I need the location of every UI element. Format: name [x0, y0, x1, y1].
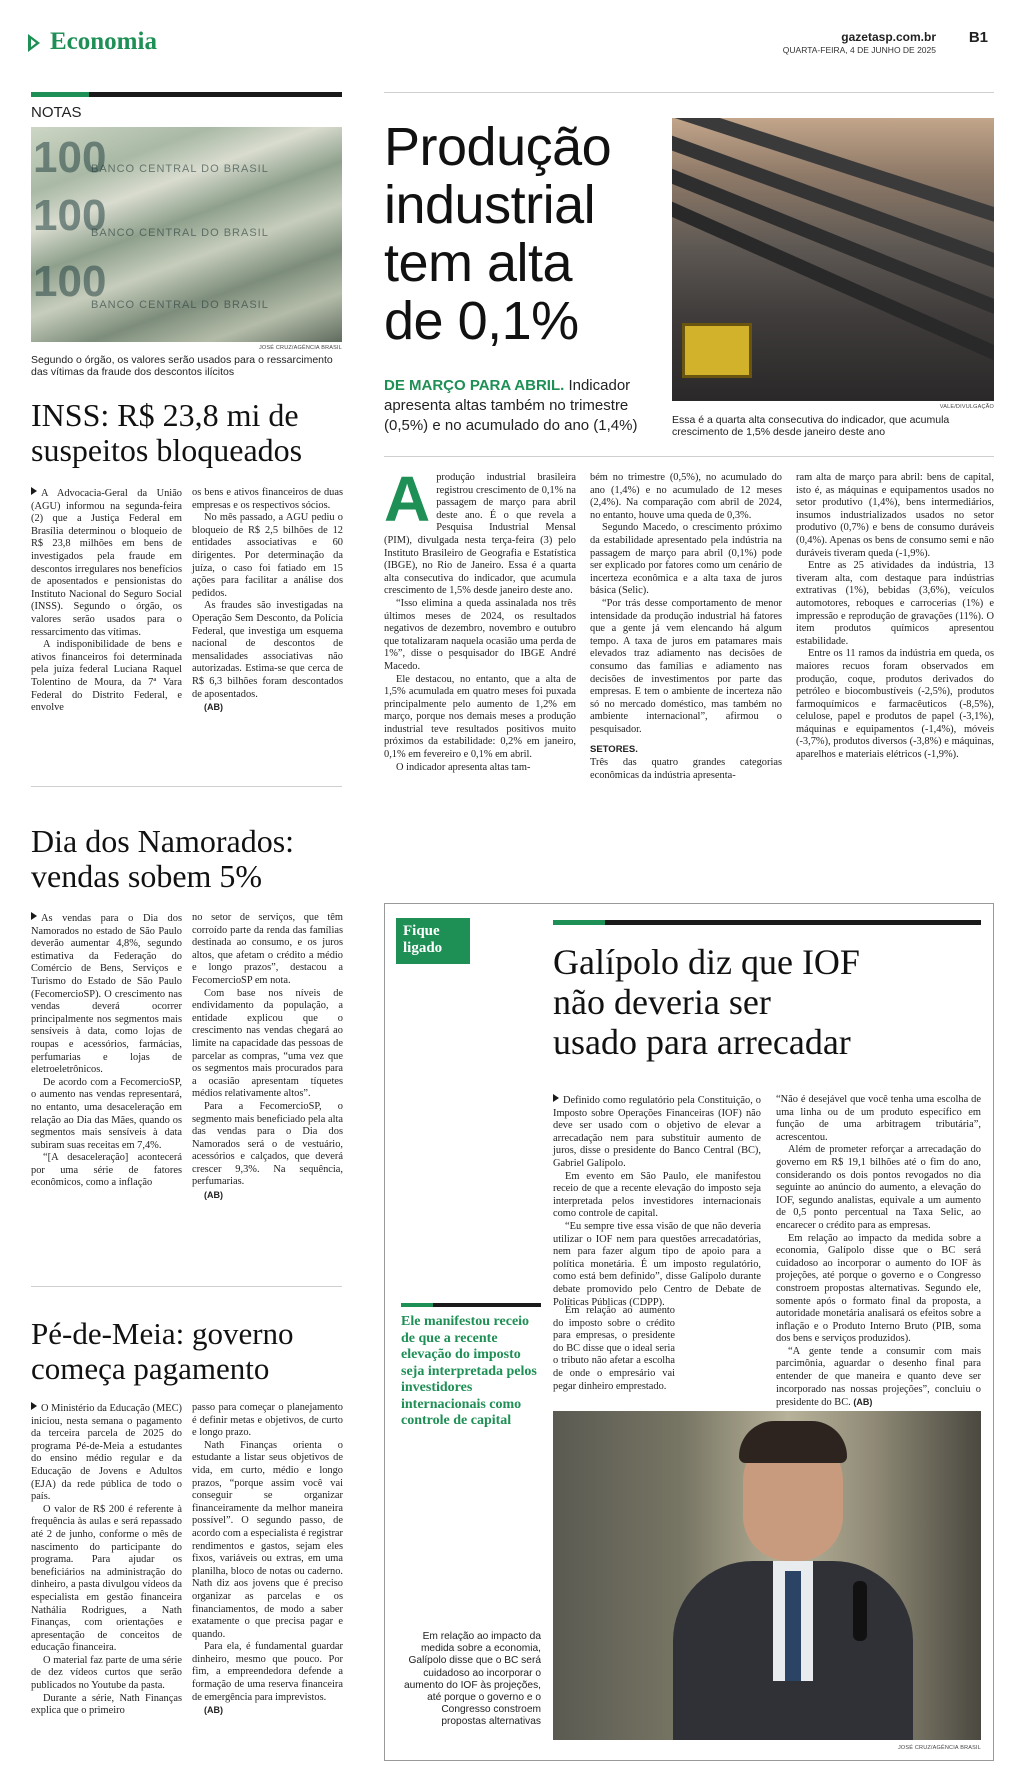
- notas-label: NOTAS: [31, 104, 82, 121]
- pedemeia-col2: passo para começar o planejamento é definir metas e objetivos, de curto e longo prazo. Nath Finanças orienta o estudante a listar seus objetivos de vida, em curto, médio e longo prazos, “porque assim você vai conseguir se organizar financeiramente da melhor maneira possível”. O segundo passo, de acordo com a especialista é registrar rendimentos e gastos, sejam eles fixos, variáveis ou extras, em uma planilha, bloco de notas ou caderno. Nath diz aos jovens que é preciso organizar as parcelas e os financiamentos, de modo a saber exatamente o que precisa pagar e quando. Para ela, é fundamental guardar dinheiro, mesmo que pouco. Por fim, a empreendedora defende a formação de uma reserva financeira de emergência para imprevistos. (AB): [192, 1402, 343, 1716]
- producao-photo-credit: VALE/DIVULGAÇÃO: [939, 404, 994, 410]
- galipolo-headline: Galípolo diz que IOF não deveria ser usado para arrecadar: [553, 942, 860, 1062]
- pedemeia-headline: Pé-de-Meia: governo começa pagamento: [31, 1316, 294, 1386]
- bullet-triangle-icon: [553, 1094, 559, 1102]
- galipolo-photo: [553, 1411, 981, 1740]
- section-header: [28, 30, 988, 64]
- fique-ligado-badge: Fique ligado: [396, 918, 470, 964]
- galipolo-col1: Definido como regulatório pela Constituição, o Imposto sobre Operações Financeiras (IOF) não deve ser usado com o objetivo de elevar a arrecadação nem para substituir aumento de juros, disse o presidente do Banco Central (BC), Gabriel Galípolo. Em evento em São Paulo, ele manifestou receio de que a recente elevação do imposto seja interpretada pelos investidores internacionais como controle de capital. “Eu sempre tive essa visão de que não deveria utilizar o IOF nem para questões arrecadatórias, nem para fazer algum tipo de apoio para a política monetária. É um imposto regulatório, como está bem definido”, disse Galípolo durante debate promovido pelo Centro de Debate de Políticas Públicas (CDPP).: [553, 1095, 761, 1308]
- bullet-triangle-icon: [31, 487, 37, 495]
- producao-kicker: DE MARÇO PARA ABRIL.: [384, 377, 565, 394]
- pullquote-rule-green: [401, 1303, 433, 1307]
- notas-photo-credit: JOSÉ CRUZ/AGÊNCIA BRASIL: [258, 345, 342, 351]
- page-number: B1: [968, 29, 988, 46]
- galipolo-photo-credit: JOSÉ CRUZ/AGÊNCIA BRASIL: [897, 1745, 981, 1751]
- dropcap: A: [384, 463, 431, 535]
- galipolo-col1b: Em relação ao aumento do imposto sobre o crédito para empresas, o presidente do BC disse que o ideal seria o tributo não afetar a escolha de onde o empresário vai pegar dinheiro emprestado.: [553, 1305, 675, 1392]
- mining-train-photo: [672, 118, 994, 401]
- inss-col1: A Advocacia-Geral da União (AGU) informou na segunda-feira (2) que a Justiça Federal em Brasília determinou o bloqueio de R$ 23,8 milhões em bens de investigados pela fraude em descontos irregulares nos benefícios de aposentados e pensionistas do Instituto Nacional do Seguro Social (INSS). Segundo o órgão, os valores serão usados para o ressarcimento das vítimas. A indisponibilidade de bens e ativos financeiros foi determinada pela juíza federal Luciana Raquel Tolentino de Moura, da 7ª Vara Federal do Distrito Federal, e envolve: [31, 488, 182, 714]
- galipolo-rule-green: [553, 920, 605, 925]
- inss-headline: INSS: R$ 23,8 mi de suspeitos bloqueados: [31, 397, 303, 468]
- producao-photo-caption: Essa é a quarta alta consecutiva do indicador, que acumula crescimento de 1,5% desde janeiro deste ano: [672, 414, 950, 439]
- producao-subhead: SETORES.: [590, 744, 638, 756]
- namorados-col2: no setor de serviços, que têm corroído parte da renda das famílias destinada ao consumo, e os juros altos, que afetam o crédito a médio e longo prazos”, destacou a FecomercioSP em nota. Com base nos níveis de endividamento da população, a entidade explicou que o crescimento nas vendas chegará ao limite na capacidade das pessoas de parcelar as compras, “uma vez que os segmentos mais procurados para a ocasião apresentam tíquetes médios relativamente altos”. Para a FecomercioSP, o segmento mais beneficiado pela alta das vendas para o Dia dos Namorados será o de vestuário, acessórios e calçados, que deverá crescer 9,3%. Na sequência, perfumarias. (AB): [192, 912, 343, 1201]
- banknotes-photo: 100 100 100 BANCO CENTRAL DO BRASIL BANCO CENTRAL DO BRASIL BANCO CENTRAL DO BRASIL: [31, 127, 342, 342]
- producao-rule: [384, 92, 994, 93]
- pullquote: Ele manifestou receio de que a recente elevação do imposto seja interpretada pelos investidores internacionais como controle de capital: [401, 1314, 537, 1428]
- edition-date: QUARTA-FEIRA, 4 DE JUNHO DE 2025: [782, 45, 936, 55]
- site-url: gazetasp.com.br: [841, 30, 936, 44]
- galipolo-photo-caption: Em relação ao impacto da medida sobre a economia, Galípolo disse que o BC será cuidadoso ao incorporar o aumento do IOF às projeções, até porque o governo e o Congresso constroem propostas alternativas: [403, 1631, 541, 1728]
- producao-headline: Produção industrial tem alta de 0,1%: [384, 117, 612, 351]
- notas-rule-green: [31, 92, 89, 97]
- pedemeia-col1: O Ministério da Educação (MEC) iniciou, nesta semana o pagamento da terceira parcela de 2025 do programa Pé-de-Meia a estudantes do ensino médio regular e da Educação de Jovens e Adultos (EJA) da rede pública de todo o país. O valor de R$ 200 é referente à frequência às aulas e será repassado até 2 de junho, conforme o mês de nascimento do participante do programa. Para ajudar os beneficiários na administração do dinheiro, a pasta divulgou vídeos da especialista em gestão financeira Nathália Rodrigues, a Nath Finanças, com orientações e apresentação de conceitos de educação financeira. O material faz parte de uma série de dez vídeos curtos que serão publicados no Youtube da pasta. Durante a série, Nath Finanças explica que o primeiro: [31, 1403, 182, 1717]
- galipolo-rule: [553, 920, 981, 925]
- producao-col2: bém no trimestre (0,5%), no acumulado do ano (1,4%) e no acumulado de 12 meses (2,4%). Na comparação com abril de 2024, no entanto, houve uma queda de 0,3%. Segundo Macedo, o crescimento próximo da estabilidade apresentado pela indústria na passagem de março para abril (0,1%) pode ser explicado por fatores como um cenário de incerteza econômica e a alta taxa de juros básica (Selic). “Por trás desse comportamento de menor intensidade da produção industrial há fatores que a gente já vem elencando há algum tempo. A taxa de juros em patamares mais elevados traz adiamento nas decisões de consumo das famílias e adiamento nas decisões de investimentos por parte das empresas. E tem o ambiente de incerteza não só no mercado doméstico, mas também no ambiente internacional”, afirmou o pesquisador. SETORES. Três das quatro grandes categorias econômicas da indústria apresenta-: [590, 472, 782, 781]
- inss-col2: os bens e ativos financeiros de duas empresas e os respectivos sócios. No mês passado, a AGU pediu o bloqueio de R$ 2,5 bilhões de 12 entidades associativas e 60 dirigentes. Por determinação da juíza, o caso foi fatiado em 15 ações para facilitar a análise dos pedidos. As fraudes são investigadas na Operação Sem Desconto, da Polícia Federal, que investiga um esquema nacional de descontos de mensalidades associativas não autorizadas. Estima-se que cerca de R$ 6,3 bilhões foram descontados de aposentados. (AB): [192, 487, 343, 713]
- producao-col1: A produção industrial brasileira registrou crescimento de 0,1% na passagem de março para abril deste ano. É o que revela a Pesquisa Industrial Mensal (PIM), divulgada nesta terça-feira (3) pelo Instituto Brasileiro de Geografia e Estatística (IBGE), no Rio de Janeiro. Essa é a quarta alta consecutiva do indicador, que acumula crescimento de 1,5% desde janeiro deste ano. “Isso elimina a queda assinalada nos três últimos meses de 2024, os resultados negativos de dezembro, novembro e outubro que totalizaram naquela ocasião uma perda de 1%”, disse o pesquisador do IBGE André Macedo. Ele destacou, no entanto, que a alta de 1,5% acumulada em quatro meses foi puxada principalmente pelo aumento de 1,2% em março, porque nos demais meses a produção industrial teve resultados positivos muito próximos da estabilidade: 0,2% em janeiro, 0,1% em fevereiro e 0,1% em abril. O indicador apresenta altas tam-: [384, 463, 576, 773]
- divider: [384, 456, 994, 457]
- producao-col3: ram alta de março para abril: bens de capital, isto é, as máquinas e equipamentos usados no setor produtivo (1,4%), bens intermediários, insumos industrializados usados no setor produtivo (0,7%) e bens de consumo duráveis (0,4%). Apenas os bens de consumo semi e não duráveis tiveram queda (-1,9%). Entre as 25 atividades da indústria, 13 tiveram alta, com destaque para indústrias extrativas (1%), bebidas (3,6%), veículos automotores, reboques e carrocerias (1%) e impressão e reprodução de gravações (11%). O item produtos químicos apresentou estabilidade. Entre os 11 ramos da indústria em queda, os maiores recuos foram observados em produção, coque, produtos derivados do petróleo e biocombustíveis (-2,5%), produtos farmoquímicos e farmacêuticos (-8,5%), celulose, papel e produtos de papel (-3,1%), máquinas e equipamentos (-1,4%), móveis (-3,7%), produtos diversos (-3,8%) e máquinas, aparelhos e materiais elétricos (-1,9%).: [796, 472, 994, 761]
- section-title: Economia: [50, 28, 157, 55]
- bullet-triangle-icon: [31, 912, 37, 920]
- namorados-col1: As vendas para o Dia dos Namorados no estado de São Paulo deverão aumentar 4,8%, segundo estimativa da Federação do Comércio de Bens, Serviços e Turismo do Estado de São Paulo (FecomercioSP). O crescimento nas vendas deverá ocorrer principalmente nos segmentos mais sensíveis à data, como lojas de roupas e acessórios, farmácias, perfumarias e lojas de eletroeletrônicos. De acordo com a FecomercioSP, o aumento nas vendas representará, no entanto, uma desaceleração em relação ao Dia das Mães, quando os segmentos mais sensíveis à data subiram suas receitas em 7,4%. “[A desaceleração] acontecerá por uma série de fatores econômicos, como a inflação: [31, 913, 182, 1189]
- divider: [31, 1286, 342, 1287]
- galipolo-col2: “Não é desejável que você tenha uma escolha de uma linha ou de um produto específico em função de uma arbitragem tributária”, acrescentou. Além de prometer reforçar a arrecadação do governo em R$ 19,1 bilhões até o fim do ano, considerando os dois pontos revogados no dia seguinte ao anúncio do aumento, a elevação do IOF, segundo analistas, equivale a um aumento de 0,5 ponto percentual na Taxa Selic, ao encarecer o crédito para as empresas. Em relação ao impacto da medida sobre a economia, Galípolo disse que o BC será cuidadoso ao incorporar o aumento do IOF às projeções, até porque o governo e o Congresso constroem propostas alternativas. Segundo ele, somente após o formato final da proposta, a autoridade monetária analisará os efeitos sobre a inflação e o Produto Interno Bruto (PIB, soma dos bens e serviços produzidos). “A gente tende a consumir com mais parcimônia, aguardar o desenho final para entender de que maneira e quanto deve ser incorporado nas nossas projeções”, concluiu o presidente do BC. (AB): [776, 1094, 981, 1409]
- bullet-triangle-icon: [31, 1402, 37, 1410]
- notas-photo-caption: Segundo o órgão, os valores serão usados para o ressarcimento das vítimas da fraude dos descontos ilícitos: [31, 354, 333, 379]
- namorados-headline: Dia dos Namorados: vendas sobem 5%: [31, 823, 295, 894]
- divider: [31, 786, 342, 787]
- producao-deck: DE MARÇO PARA ABRIL. Indicador apresenta altas também no trimestre (0,5%) e no acumulado do ano (1,4%): [384, 377, 638, 434]
